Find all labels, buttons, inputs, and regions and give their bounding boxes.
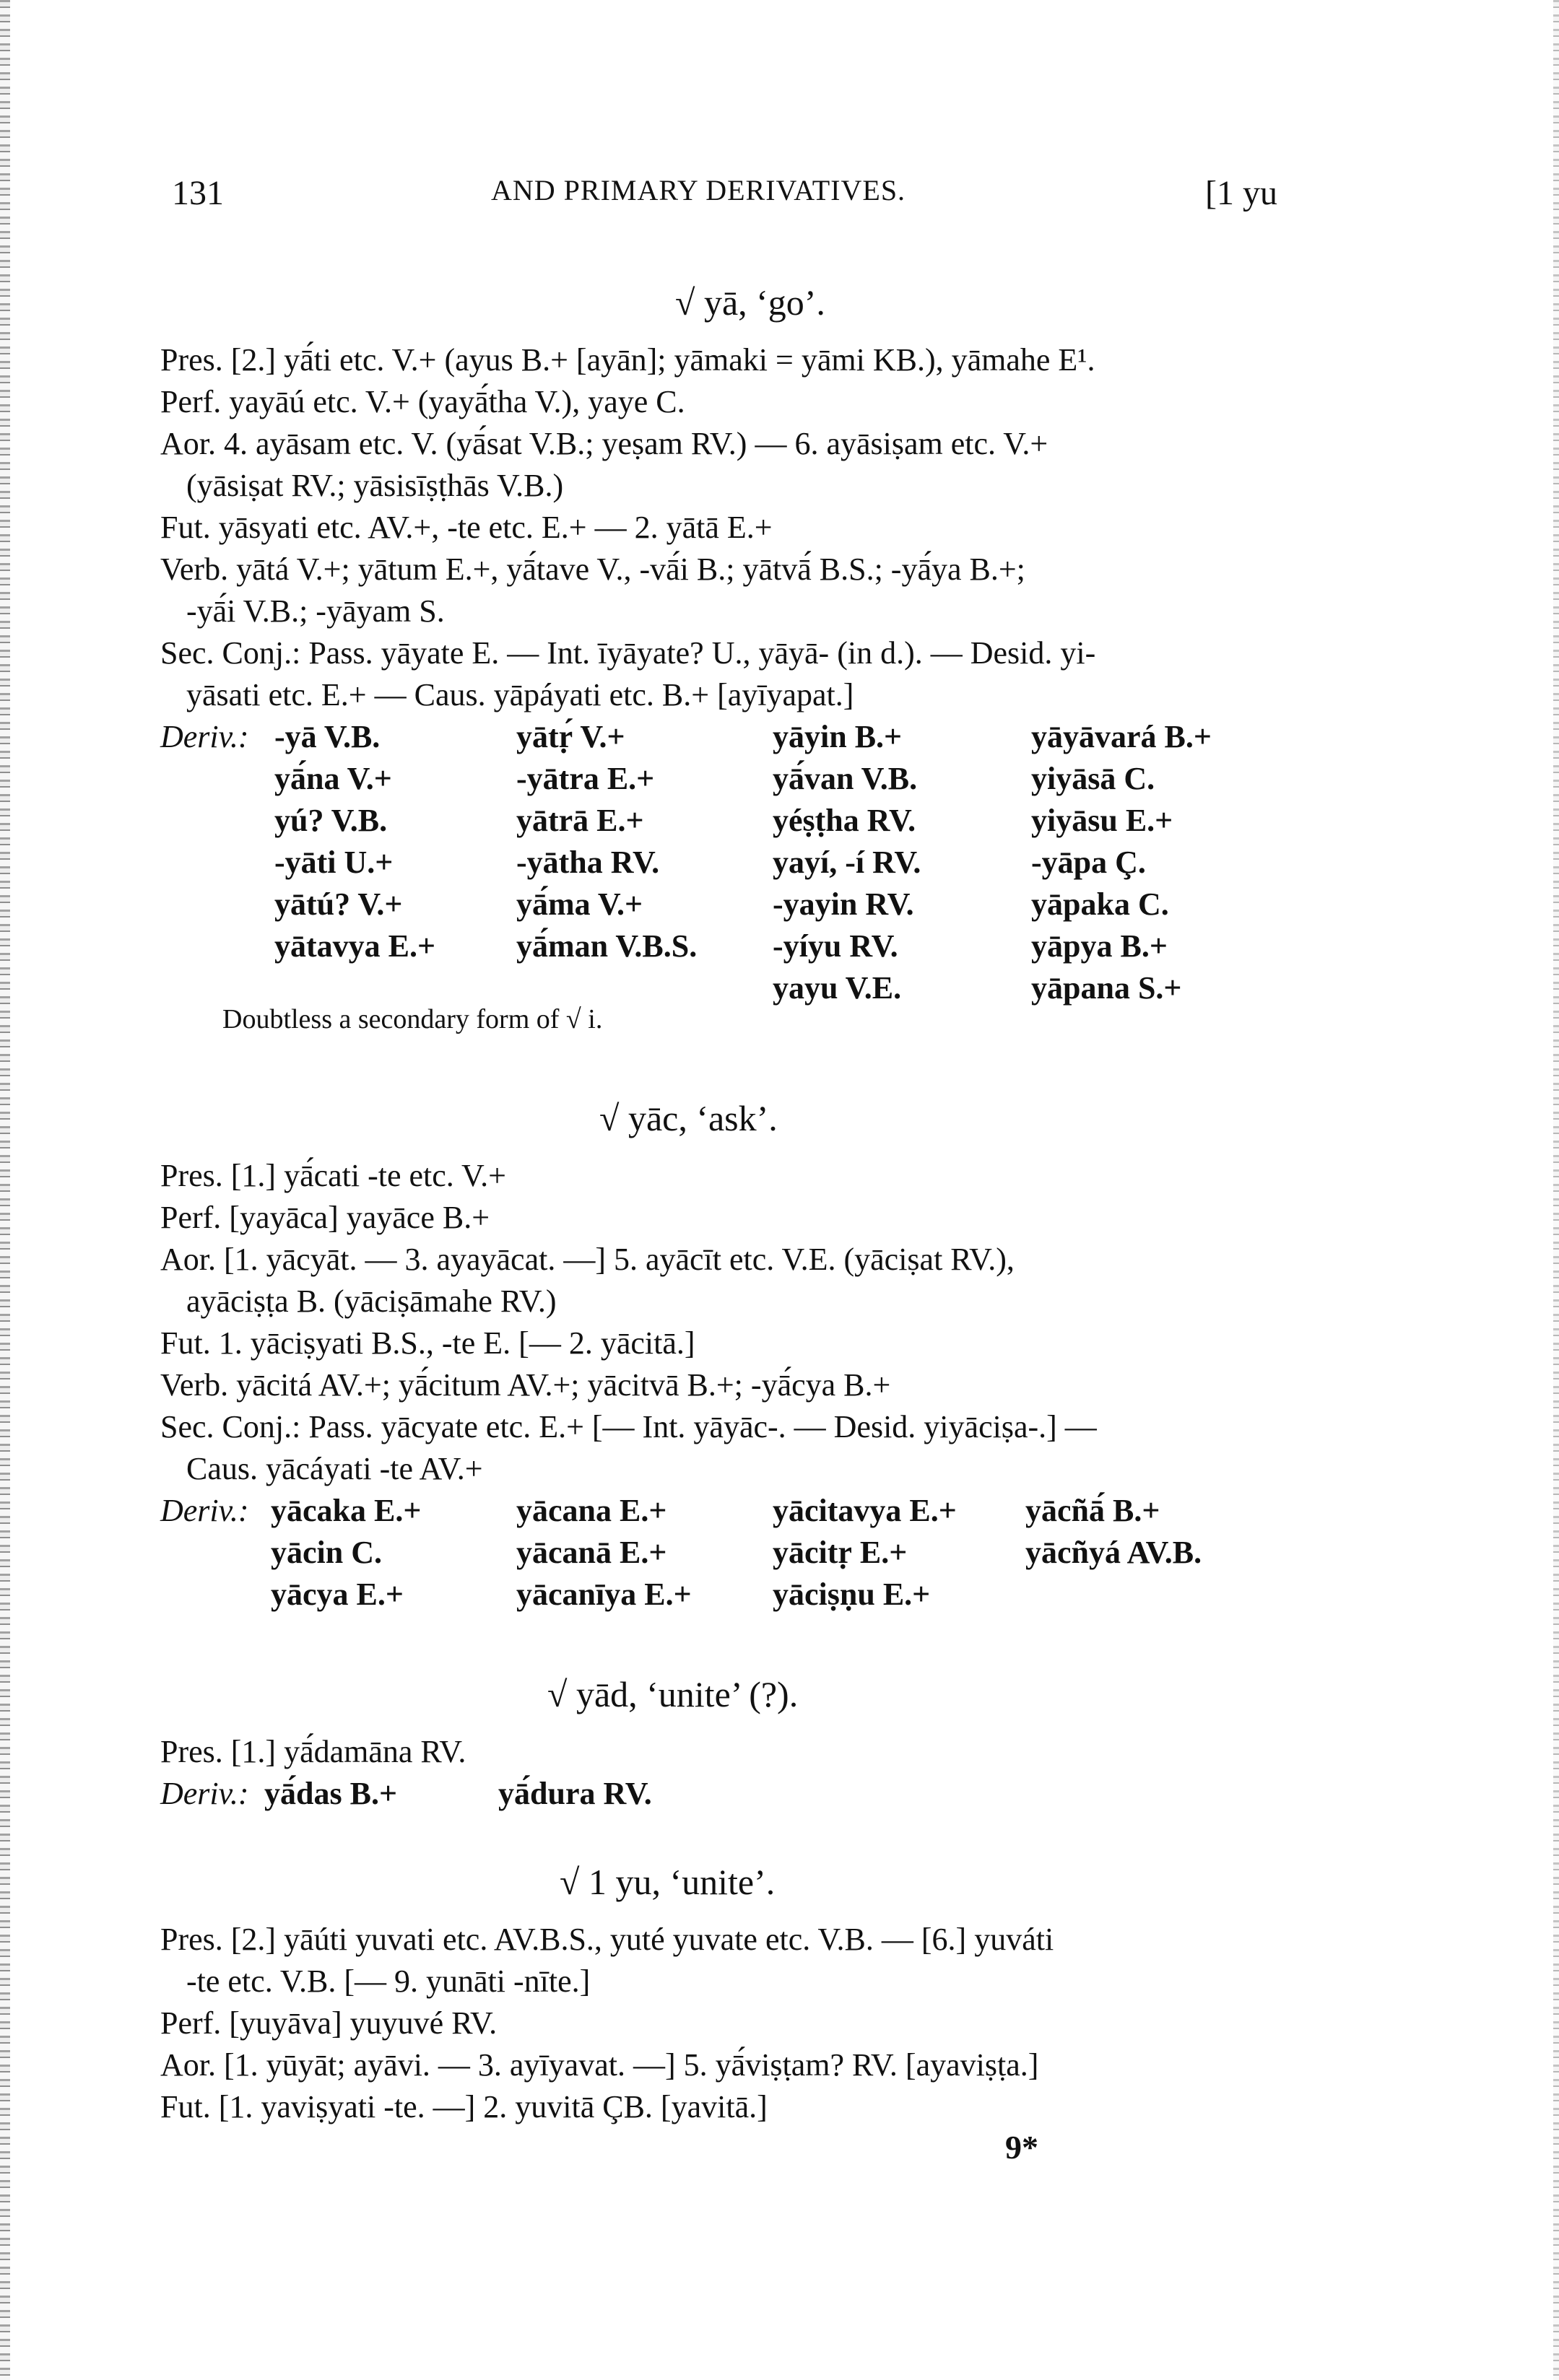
root-heading: √ yād, ‘unite’ (?). bbox=[547, 1674, 799, 1714]
deriv-item: yā́na V.+ bbox=[274, 761, 392, 796]
root-heading: √ yāc, ‘ask’. bbox=[599, 1098, 778, 1138]
deriv-item: yā́dura RV. bbox=[498, 1776, 652, 1811]
entry-line: Caus. yācáyati -te AV.+ bbox=[186, 1451, 483, 1486]
entry-line: Fut. 1. yāciṣyati B.S., -te E. [— 2. yācitā.] bbox=[160, 1325, 695, 1361]
entry-line: Aor. [1. yūyāt; ayāvi. — 3. ayīyavat. —] 5. yā́viṣṭam? RV. [ayaviṣṭa.] bbox=[160, 2047, 1039, 2083]
deriv-item: yā́ma V.+ bbox=[516, 886, 643, 922]
entry-line: Perf. yayāú etc. V.+ (yayā́tha V.), yaye C. bbox=[160, 384, 685, 419]
deriv-item: yācana E.+ bbox=[516, 1493, 667, 1528]
entry-line: yāsati etc. E.+ — Caus. yāpáyati etc. B.+ [ayīyapat.] bbox=[186, 677, 854, 712]
entry-line: -yā́i V.B.; -yāyam S. bbox=[186, 593, 445, 629]
entry-line: Pres. [1.] yā́cati -te etc. V.+ bbox=[160, 1158, 506, 1193]
deriv-item: yātú? V.+ bbox=[274, 886, 403, 922]
running-title: AND PRIMARY DERIVATIVES. bbox=[491, 174, 906, 206]
deriv-item: yā́man V.B.S. bbox=[516, 928, 698, 964]
entry-line: Pres. [2.] yā́ti etc. V.+ (ayus B.+ [ayān]; yāmaki = yāmi KB.), yāmahe E¹. bbox=[160, 342, 1095, 378]
entry-line: (yāsiṣat RV.; yāsisīṣṭhās V.B.) bbox=[186, 468, 564, 503]
deriv-item: yéṣṭha RV. bbox=[773, 803, 916, 838]
deriv-item: -yā V.B. bbox=[274, 719, 381, 754]
deriv-item: yātṛ́ V.+ bbox=[516, 719, 625, 754]
deriv-item: -yāpa Ç. bbox=[1031, 845, 1146, 880]
deriv-item: yācitṛ E.+ bbox=[773, 1535, 908, 1570]
deriv-item: yātrā E.+ bbox=[516, 803, 644, 838]
entry-line: Verb. yātá V.+; yātum E.+, yā́tave V., -vā́i B.; yātvā́ B.S.; -yā́ya B.+; bbox=[160, 552, 1025, 587]
entry-line: Aor. 4. ayāsam etc. V. (yā́sat V.B.; yeṣam RV.) — 6. ayāsiṣam etc. V.+ bbox=[160, 426, 1048, 461]
deriv-item: -yíyu RV. bbox=[773, 928, 898, 964]
deriv-item: yācñā́ B.+ bbox=[1025, 1493, 1160, 1528]
deriv-label: Deriv.: bbox=[160, 1776, 249, 1811]
entry-line: Pres. [1.] yā́damāna RV. bbox=[160, 1734, 466, 1769]
signature-mark: 9* bbox=[1005, 2129, 1038, 2166]
root-heading: √ 1 yu, ‘unite’. bbox=[560, 1862, 776, 1902]
scan-edge-right bbox=[1553, 0, 1559, 2380]
deriv-item: yayu V.E. bbox=[773, 970, 902, 1006]
deriv-item: yāyin B.+ bbox=[773, 719, 903, 754]
deriv-item: -yāti U.+ bbox=[274, 845, 394, 880]
deriv-item: yiyāsā C. bbox=[1031, 761, 1155, 796]
entry-line: Verb. yācitá AV.+; yā́citum AV.+; yācitvā B.+; -yā́cya B.+ bbox=[160, 1367, 891, 1403]
deriv-item: yāyāvará B.+ bbox=[1031, 719, 1212, 754]
deriv-item: yācya E.+ bbox=[271, 1577, 404, 1612]
entry-line: ayāciṣṭa B. (yāciṣāmahe RV.) bbox=[186, 1283, 557, 1319]
deriv-item: yācitavya E.+ bbox=[773, 1493, 957, 1528]
deriv-item: yiyāsu E.+ bbox=[1031, 803, 1173, 838]
deriv-item: yā́van V.B. bbox=[773, 761, 918, 796]
entry-line: Fut. yāsyati etc. AV.+, -te etc. E.+ — 2. yātā E.+ bbox=[160, 510, 773, 545]
footnote: Doubtless a secondary form of √ i. bbox=[222, 1004, 603, 1034]
entry-line: Aor. [1. yācyāt. — 3. ayayācat. —] 5. ayācīt etc. V.E. (yāciṣat RV.), bbox=[160, 1242, 1015, 1277]
deriv-item: yú? V.B. bbox=[274, 803, 388, 838]
deriv-item: yācin C. bbox=[271, 1535, 382, 1570]
entry-line: Fut. [1. yaviṣyati -te. —] 2. yuvitā ÇB. [yavitā.] bbox=[160, 2089, 768, 2124]
entry-line: Perf. [yayāca] yayāce B.+ bbox=[160, 1200, 490, 1235]
deriv-label: Deriv.: bbox=[160, 719, 249, 754]
deriv-item: yāciṣṇu E.+ bbox=[773, 1577, 931, 1612]
entry-line: Perf. [yuyāva] yuyuvé RV. bbox=[160, 2005, 498, 2041]
entry-line: Pres. [2.] yāúti yuvati etc. AV.B.S., yuté yuvate etc. V.B. — [6.] yuváti bbox=[160, 1922, 1054, 1957]
deriv-item: yā́das B.+ bbox=[264, 1776, 398, 1811]
deriv-item: -yātha RV. bbox=[516, 845, 660, 880]
deriv-item: yāpaka C. bbox=[1031, 886, 1169, 922]
deriv-item: yācanā E.+ bbox=[516, 1535, 667, 1570]
deriv-item: yācanīya E.+ bbox=[516, 1577, 692, 1612]
deriv-item: -yātra E.+ bbox=[516, 761, 655, 796]
headword: [1 yu bbox=[1205, 174, 1277, 212]
entry-line: Sec. Conj.: Pass. yācyate etc. E.+ [— Int. yāyāc-. — Desid. yiyāciṣa-.] — bbox=[160, 1409, 1097, 1444]
page-number: 131 bbox=[172, 174, 224, 212]
entry-line: -te etc. V.B. [— 9. yunāti -nīte.] bbox=[186, 1963, 591, 1999]
entry-line: Sec. Conj.: Pass. yāyate E. — Int. īyāyate? U., yāyā- (in d.). — Desid. yi- bbox=[160, 635, 1096, 671]
deriv-item: yāpya B.+ bbox=[1031, 928, 1168, 964]
deriv-item: yātavya E.+ bbox=[274, 928, 436, 964]
deriv-item: yācñyá AV.B. bbox=[1025, 1535, 1202, 1570]
scan-edge-left bbox=[0, 0, 10, 2380]
deriv-item: yāpana S.+ bbox=[1031, 970, 1182, 1006]
deriv-item: -yayin RV. bbox=[773, 886, 914, 922]
deriv-label: Deriv.: bbox=[160, 1493, 249, 1528]
root-heading: √ yā, ‘go’. bbox=[675, 282, 825, 323]
deriv-item: yayí, -í RV. bbox=[773, 845, 921, 880]
deriv-item: yācaka E.+ bbox=[271, 1493, 422, 1528]
